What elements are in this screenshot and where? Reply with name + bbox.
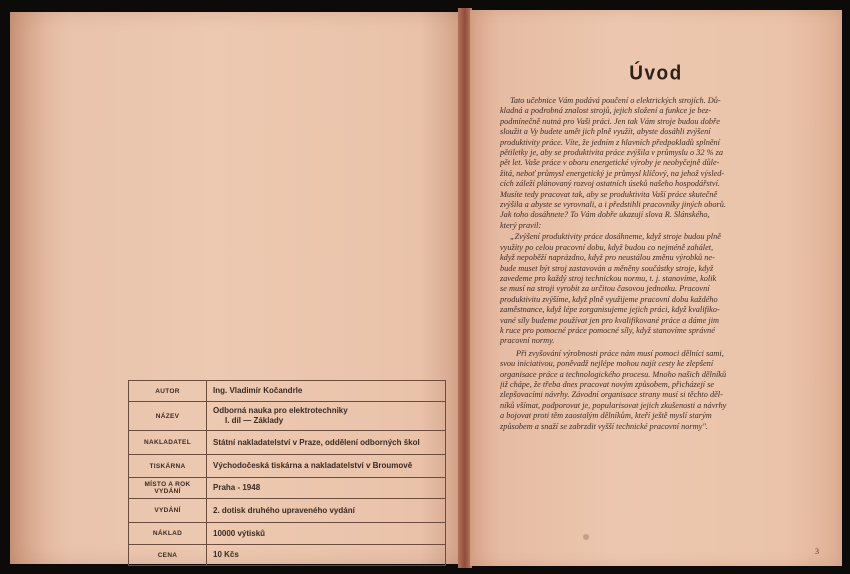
text-line: produktivitu zvýšíme, když plně využijeme pracovní dobu každého bbox=[500, 294, 718, 304]
imprint-label: MÍSTO A ROK VYDÁNÍ bbox=[129, 478, 207, 499]
text-line: k ruce pro pomocné práce pomocné síly, když stanovíme správné bbox=[500, 325, 715, 335]
text-line: vané síly budeme používat jen pro kvalifikované práce a dáme jim bbox=[500, 315, 720, 325]
chapter-body bbox=[500, 96, 820, 432]
paragraph-quote-continued bbox=[500, 349, 820, 432]
text-line: žitá, neboť průmysl energetický je průmysl klíčový, na jehož výsled- bbox=[500, 168, 725, 178]
imprint-label: VYDÁNÍ bbox=[129, 499, 207, 523]
imprint-value: Praha - 1948 bbox=[207, 478, 446, 499]
text-line: když nepoběží naprázdno, když pro neustálou změnu výrobků ne- bbox=[500, 253, 715, 263]
imprint-row-author bbox=[129, 381, 446, 402]
text-line: podmínečně nutná pro Vaši práci. Jen tak Vám stroje budou dobře bbox=[500, 116, 720, 126]
text-line: bude muset být stroj zastavován a měněny součástky stroje, když bbox=[500, 263, 714, 273]
imprint-row-title bbox=[129, 402, 446, 431]
imprint-value: Východočeská tiskárna a nakladatelství v Broumově bbox=[207, 455, 446, 478]
imprint-label: NAKLADATEL bbox=[129, 431, 207, 455]
page-number: 3 bbox=[815, 547, 819, 556]
imprint-value: Ing. Vladimír Kočandrle bbox=[207, 381, 446, 402]
imprint-label: TISKÁRNA bbox=[129, 455, 207, 478]
chapter-title: Úvod bbox=[629, 62, 683, 85]
text-line: svou iniciativou, poněvadž nejlépe mohou najít cesty ke zlepšení bbox=[500, 359, 714, 369]
text-line: pracovní normy. bbox=[500, 336, 555, 346]
imprint-label: NÁKLAD bbox=[129, 523, 207, 545]
text-line: „Zvýšení produktivity práce dosáhneme, když stroje budou plně bbox=[510, 232, 721, 242]
text-line: který pravil: bbox=[500, 220, 542, 230]
text-line: Při zvyšování výrobnosti práce nám musí pomoci dělníci sami, bbox=[516, 348, 724, 358]
text-line: zlepšovacími návrhy. Závodní organisace strany musí si těchto děl- bbox=[500, 390, 723, 400]
text-line: Musíte tedy pracovat tak, aby se produktivita Vaší práce skutečně bbox=[500, 189, 718, 199]
paragraph-intro bbox=[500, 96, 820, 231]
text-line: zavedeme pro každý stroj technickou normu, t. j. stanovíme, kolik bbox=[500, 273, 717, 283]
imprint-row-printer bbox=[129, 455, 446, 478]
imprint-row-print-run bbox=[129, 523, 446, 545]
imprint-row-publisher bbox=[129, 431, 446, 455]
imprint-label: AUTOR bbox=[129, 381, 207, 402]
text-line: využity po celou pracovní dobu, když budou co nejméně zahálet, bbox=[500, 242, 714, 252]
text-line: Tato učebnice Vám podává poučení o elektrických strojích. Dů- bbox=[510, 96, 721, 105]
text-line: produktivity práce. Víte, že jedním z hlavních předpokladů splnění bbox=[500, 137, 720, 147]
book-title-line: Odborná nauka pro elektrotechniky bbox=[213, 406, 348, 415]
imprint-value bbox=[207, 402, 446, 431]
imprint-value: Státní nakladatelství v Praze, oddělení odborných škol bbox=[207, 431, 446, 455]
text-line: Jak toho dosáhnete? To Vám dobře ukazují slova R. Slánského, bbox=[500, 210, 710, 220]
imprint-value: 10 Kčs bbox=[207, 545, 446, 566]
text-line: sloužit a Vy budete umět jich plně využít, abyste dosáhli zvýšení bbox=[500, 127, 711, 137]
text-line: a bojovat proti těm zaostalým dělníkům, kteří ještě myslí starým bbox=[500, 411, 712, 421]
imprint-table bbox=[128, 380, 446, 566]
imprint-value: 10000 výtisků bbox=[207, 523, 446, 545]
scan-border-left bbox=[0, 0, 10, 574]
scan-border-right bbox=[842, 0, 850, 574]
text-line: pět let. Vaše práce v oboru energetické výroby je neobyčejně důle- bbox=[500, 158, 720, 168]
text-line: se musí na stroji vyrobit za určitou časovou jednotku. Pracovní bbox=[500, 284, 710, 294]
text-line: pětiletky je, aby se produktivita práce zvýšila v průmyslu o 32 % za bbox=[500, 148, 723, 158]
book-subtitle-line: I. díl — Základy bbox=[225, 416, 284, 425]
text-line: níků všímat, podporovat je, popularisovat jejich zkušenosti a návrhy bbox=[500, 400, 727, 410]
text-line: cích záleží plánovaný rozvoj ostatních úseků našeho hospodářství. bbox=[500, 179, 720, 189]
text-line: zvýšila a abyste se vyrovnali, a i předstihli pracovníky jiných oborů. bbox=[500, 200, 726, 210]
left-page-shadow bbox=[10, 12, 70, 564]
imprint-row-price bbox=[129, 545, 446, 566]
imprint-value: 2. dotisk druhého upraveného vydání bbox=[207, 499, 446, 523]
text-line: již chápe, že třeba dnes pracovat novým způsobem, přicházejí se bbox=[500, 379, 715, 389]
text-line: kladná a podrobná znalost strojů, jejich složení a funkce je bez- bbox=[500, 106, 712, 116]
imprint-label: NÁZEV bbox=[129, 402, 207, 431]
text-line: způsobem a snaží se zabrzdit vyšší technické pracovní normy". bbox=[500, 421, 708, 431]
text-line: organisace práce a technologického procesu. Mnoho našich dělníků bbox=[500, 369, 727, 379]
imprint-label: CENA bbox=[129, 545, 207, 566]
imprint-row-place-year bbox=[129, 478, 446, 499]
paper-stain bbox=[583, 534, 589, 540]
paragraph-quote bbox=[500, 232, 820, 346]
text-line: zaměstnance, když lépe zorganisujeme jejich práci, když kvalifiko- bbox=[500, 305, 720, 315]
imprint-row-edition bbox=[129, 499, 446, 523]
